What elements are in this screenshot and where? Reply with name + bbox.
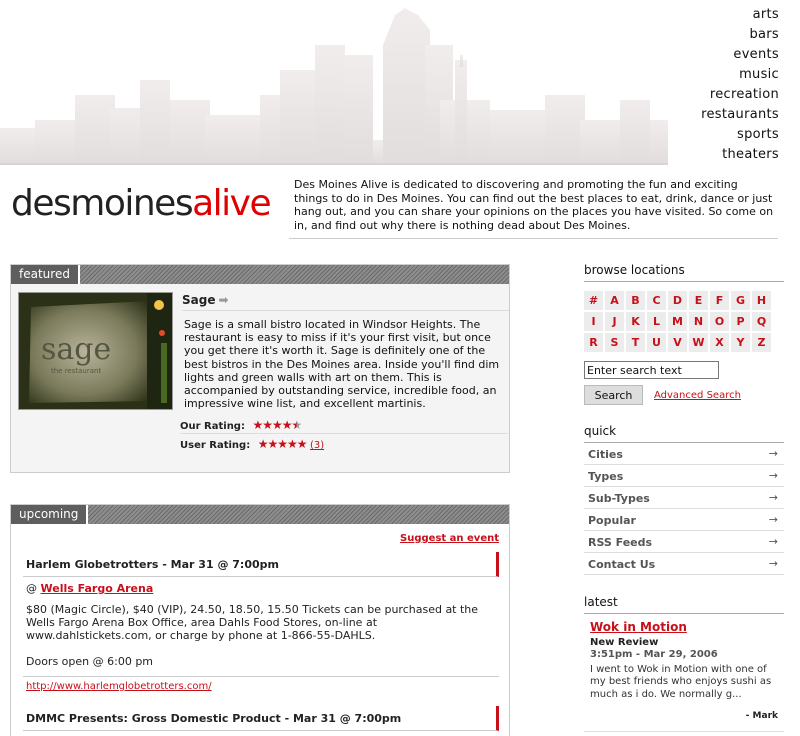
star-icon: ★ xyxy=(262,418,272,432)
nav-theaters[interactable]: theaters xyxy=(722,147,779,162)
star-icon: ★ xyxy=(267,437,278,451)
star-icon: ★ xyxy=(252,418,263,432)
star-icon: ★ xyxy=(286,437,297,451)
latest-excerpt: I went to Wok in Motion with one of my best friends who enjoys sushi as much as i do. We normally g... xyxy=(590,664,772,700)
event-title[interactable]: DMMC Presents: Gross Domestic Product - Mar 31 @ 7:00pm xyxy=(23,706,499,731)
featured-title-text[interactable]: Sage xyxy=(182,293,216,307)
event-item xyxy=(23,706,499,731)
arrow-right-icon: → xyxy=(768,557,778,570)
latest-date: 3:51pm - Mar 29, 2006 xyxy=(590,649,718,660)
letter-link-b[interactable]: B xyxy=(626,291,645,310)
letter-link-d[interactable]: D xyxy=(668,291,687,310)
user-rating-count-link[interactable]: (3) xyxy=(310,440,325,451)
quick-item-label: Cities xyxy=(588,448,623,461)
star-icon: ★ xyxy=(271,418,282,432)
quick-heading: quick xyxy=(584,424,784,443)
star-icon: ★ xyxy=(296,437,307,451)
latest-heading: latest xyxy=(584,595,784,614)
arrow-right-icon: → xyxy=(768,491,778,504)
letter-link-x[interactable]: X xyxy=(710,333,729,352)
advanced-search-link[interactable]: Advanced Search xyxy=(654,390,741,401)
letter-link-i[interactable]: I xyxy=(584,312,603,331)
featured-image[interactable] xyxy=(18,292,173,410)
star-icon: ★ xyxy=(257,437,268,451)
event-title[interactable]: Harlem Globetrotters - Mar 31 @ 7:00pm xyxy=(23,552,499,577)
nav-bars[interactable]: bars xyxy=(749,27,779,42)
event-website xyxy=(23,676,499,692)
letter-grid xyxy=(584,291,784,352)
star-icon: ★ xyxy=(281,418,292,432)
arrow-right-icon: → xyxy=(768,469,778,482)
site-intro: Des Moines Alive is dedicated to discovering and promoting the fun and exciting things to do in Des Moines. You can find out the best places to eat, drink, dance or just hang out, and you can share your opinions on the places you have visited. So come on in, and find out why there is nothing dead about Des Moines. xyxy=(289,176,778,239)
latest-review xyxy=(584,614,784,732)
quick-list xyxy=(584,443,784,575)
quick-item-rss-feeds[interactable] xyxy=(584,531,784,553)
letter-link-n[interactable]: N xyxy=(689,312,708,331)
our-rating-label: Our Rating: xyxy=(180,421,245,432)
event-doors: Doors open @ 6:00 pm xyxy=(26,654,154,668)
latest-title-link[interactable]: Wok in Motion xyxy=(590,620,687,634)
quick-item-types[interactable] xyxy=(584,465,784,487)
letter-link-j[interactable]: J xyxy=(605,312,624,331)
letter-link-y[interactable]: Y xyxy=(731,333,750,352)
nav-restaurants[interactable]: restaurants xyxy=(701,107,779,122)
quick-item-contact-us[interactable] xyxy=(584,553,784,575)
upcoming-header xyxy=(11,505,509,524)
search-input[interactable] xyxy=(584,361,719,379)
logo-part-desmoines: desmoines xyxy=(11,183,193,224)
letter-link-v[interactable]: V xyxy=(668,333,687,352)
featured-panel xyxy=(10,264,510,473)
user-rating-stars xyxy=(258,437,307,451)
half-star-icon: ★ xyxy=(291,418,302,432)
letter-link-h[interactable]: H xyxy=(752,291,771,310)
latest-section xyxy=(584,595,784,732)
letter-link-p[interactable]: P xyxy=(731,312,750,331)
arrow-right-icon: → xyxy=(768,447,778,460)
letter-link-u[interactable]: U xyxy=(647,333,666,352)
featured-description: Sage is a small bistro located in Windsor Heights. The restaurant is easy to miss if it's your first visit, but once you get there it's worth it. Sage is definitely one of the best bistros in the Des Moines area. Inside you'll find dim lights and green walls with art on them. This is accompanied by outstanding service, incredible food, an impressive wine list, and excellent martinis. xyxy=(184,318,500,411)
our-rating-row xyxy=(180,415,508,434)
letter-link-g[interactable]: G xyxy=(731,291,750,310)
latest-kind: New Review xyxy=(590,637,659,648)
arrow-right-icon: → xyxy=(768,535,778,548)
featured-tab: featured xyxy=(11,265,80,284)
letter-link-w[interactable]: W xyxy=(689,333,708,352)
quick-item-sub-types[interactable] xyxy=(584,487,784,509)
quick-section xyxy=(584,424,784,575)
star-icon: ★ xyxy=(277,437,287,451)
event-venue-link[interactable]: Wells Fargo Arena xyxy=(40,582,154,595)
letter-link-t[interactable]: T xyxy=(626,333,645,352)
event-website-link[interactable]: http://www.harlemglobetrotters.com/ xyxy=(26,680,212,692)
nav-recreation[interactable]: recreation xyxy=(709,87,779,102)
letter-link-o[interactable]: O xyxy=(710,312,729,331)
user-rating-row xyxy=(180,434,508,453)
quick-item-cities[interactable] xyxy=(584,443,784,465)
upcoming-panel xyxy=(10,504,510,736)
quick-item-popular[interactable] xyxy=(584,509,784,531)
browse-section xyxy=(584,263,784,352)
letter-link-e[interactable]: E xyxy=(689,291,708,310)
user-rating-label: User Rating: xyxy=(180,440,251,451)
letter-link-m[interactable]: M xyxy=(668,312,687,331)
sage-sign-text: sage xyxy=(41,332,112,367)
letter-link-f[interactable]: F xyxy=(710,291,729,310)
browse-heading: browse locations xyxy=(584,263,784,282)
quick-item-label: Types xyxy=(588,470,624,483)
quick-item-label: Sub-Types xyxy=(588,492,650,505)
letter-link-number[interactable]: # xyxy=(584,291,603,310)
logo-part-alive: alive xyxy=(192,183,271,224)
category-nav xyxy=(701,5,779,165)
letter-link-l[interactable]: L xyxy=(647,312,666,331)
nav-music[interactable]: music xyxy=(739,67,779,82)
quick-item-label: RSS Feeds xyxy=(588,536,653,549)
letter-link-r[interactable]: R xyxy=(584,333,603,352)
letter-link-s[interactable]: S xyxy=(605,333,624,352)
suggest-event-link[interactable]: Suggest an event xyxy=(400,533,499,544)
letter-link-z[interactable]: Z xyxy=(752,333,771,352)
event-at: @ xyxy=(26,582,37,595)
quick-item-label: Popular xyxy=(588,514,636,527)
upcoming-tab: upcoming xyxy=(11,505,88,524)
skyline-banner xyxy=(0,0,668,165)
letter-link-a[interactable]: A xyxy=(605,291,624,310)
arrow-right-icon[interactable]: ➡ xyxy=(218,293,229,307)
letter-link-q[interactable]: Q xyxy=(752,312,771,331)
latest-author: - Mark xyxy=(745,711,778,722)
letter-link-k[interactable]: K xyxy=(626,312,645,331)
our-rating-stars xyxy=(252,418,301,432)
event-description: $80 (Magic Circle), $40 (VIP), 24.50, 18.50, 15.50 Tickets can be purchased at the Wells Fargo Arena Box Office, area Dahls Food Stores, on-line at www.dahlstickets.com, or charge by phone at 1-866-55-DAHLS. xyxy=(26,603,479,643)
arrow-right-icon: → xyxy=(768,513,778,526)
sage-sign-subtext: the restaurant xyxy=(51,367,102,375)
letter-link-c[interactable]: C xyxy=(647,291,666,310)
event-location xyxy=(23,577,499,595)
nav-events[interactable]: events xyxy=(733,47,779,62)
featured-title[interactable] xyxy=(182,293,509,311)
nav-sports[interactable]: sports xyxy=(737,127,779,142)
featured-header xyxy=(11,265,509,284)
event-item xyxy=(23,552,499,692)
skyline-graphic xyxy=(0,0,668,165)
site-logo[interactable] xyxy=(11,183,270,224)
search-button[interactable]: Search xyxy=(584,385,643,405)
quick-item-label: Contact Us xyxy=(588,558,656,571)
sage-photo xyxy=(19,293,173,410)
nav-arts[interactable]: arts xyxy=(752,7,779,22)
